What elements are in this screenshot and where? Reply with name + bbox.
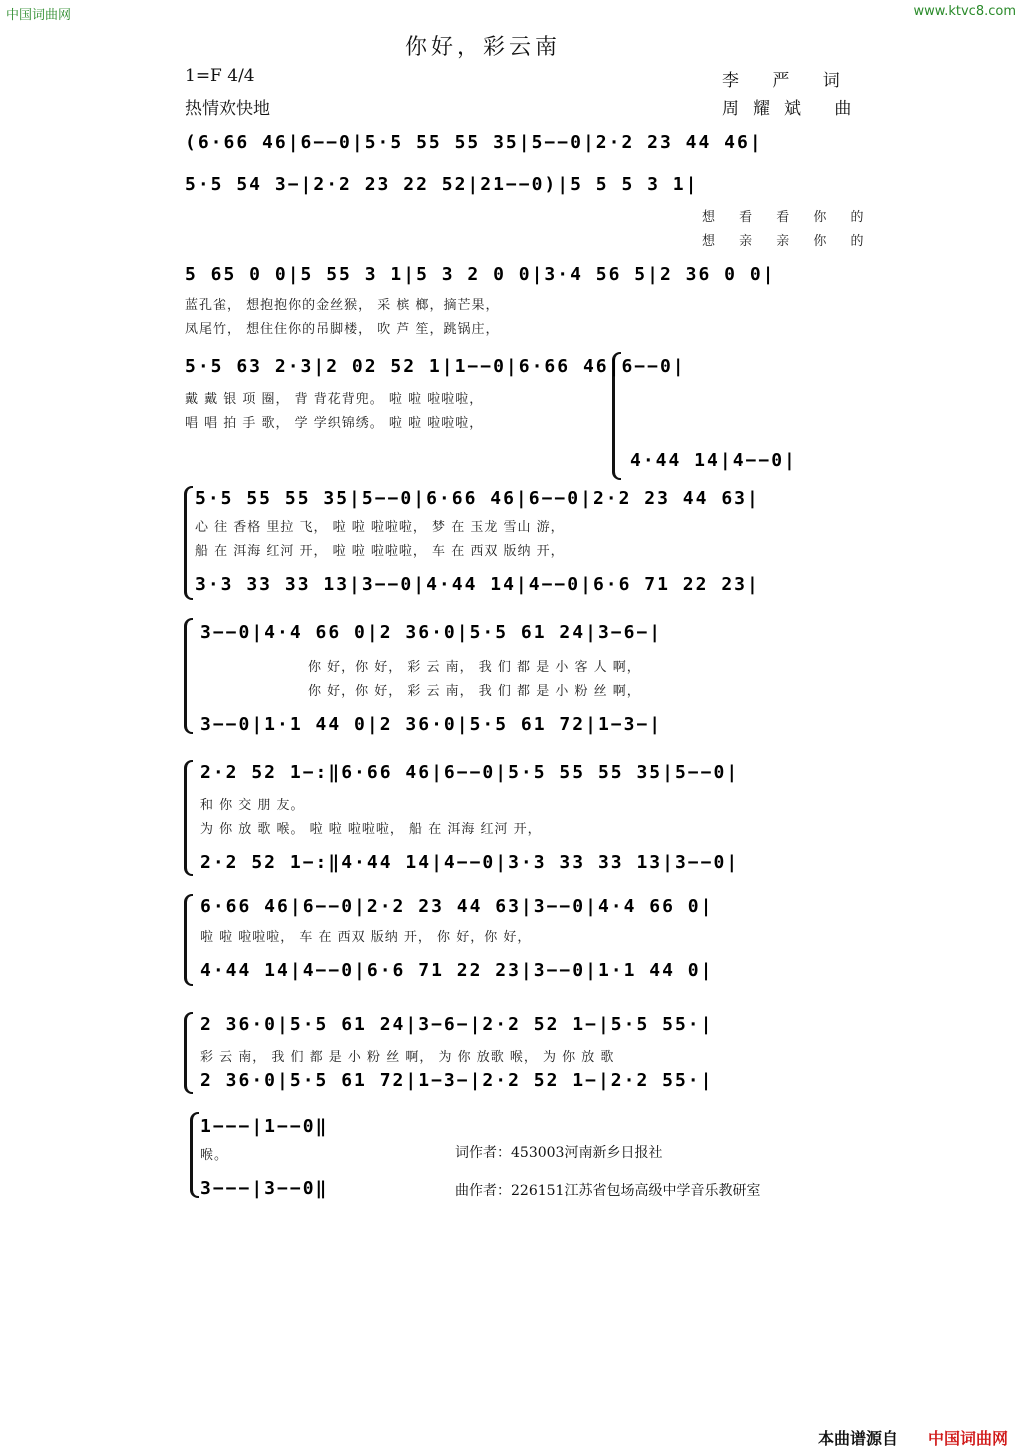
notation-line: 6·66 46|6−−0|2·2 23 44 63|3−−0|4·4 66 0| bbox=[200, 896, 714, 917]
notation-line: (6·66 46|6−−0|5·5 55 55 35|5−−0|2·2 23 44 46| bbox=[185, 132, 763, 153]
notation-line: 5·5 63 2·3|2 02 52 1|1−−0|6·66 46|6−−0| bbox=[185, 356, 686, 377]
watermark-left[interactable]: 中国词曲网 bbox=[6, 8, 72, 23]
notation-line: 2 36·0|5·5 61 24|3−6−|2·2 52 1−|5·5 55·| bbox=[200, 1014, 714, 1035]
composer-credit: 周耀斌 曲 bbox=[722, 99, 866, 119]
lyric-verse-1: 和 你 交 朋 友。 bbox=[200, 798, 305, 813]
notation-lower-part: 4·44 14|4−−0| bbox=[630, 450, 797, 471]
notation-line: 5 65 0 0|5 55 3 1|5 3 2 0 0|3·4 56 5|2 36 0 0| bbox=[185, 264, 776, 285]
lyric-verse-2: 凤尾竹， 想住住你的吊脚楼， 吹 芦 笙，跳锅庄， bbox=[185, 322, 500, 337]
notation-line: 2·2 52 1−:‖6·66 46|6−−0|5·5 55 55 35|5−−0| bbox=[200, 762, 740, 783]
notation-line: 3−−0|4·4 66 0|2 36·0|5·5 61 24|3−6−| bbox=[200, 622, 663, 643]
notation-line: 1−−−|1−−0‖ bbox=[200, 1116, 329, 1137]
system-brace bbox=[184, 760, 193, 876]
lyric-verse-1: 戴 戴 银 项 圈， 背 背花背兜。 啦 啦 啦啦啦， bbox=[185, 392, 484, 407]
watermark-right[interactable]: www.ktvc8.com bbox=[913, 4, 1016, 19]
notation-line: 5·5 54 3−|2·2 23 22 52|21−−0)|5 5 5 3 1| bbox=[185, 174, 699, 195]
lyric-verse-1: 想 看 看 你 的 bbox=[702, 210, 874, 225]
notation-line: 5·5 55 55 35|5−−0|6·66 46|6−−0|2·2 23 44 63| bbox=[195, 488, 760, 509]
notation-lower-part: 3·3 33 33 13|3−−0|4·44 14|4−−0|6·6 71 22 23| bbox=[195, 574, 760, 595]
song-title: 你好，彩云南 bbox=[405, 35, 562, 60]
lyric-verse-1: 啦 啦 啦啦啦， 车 在 西双 版纳 开， 你 好，你 好， bbox=[200, 930, 532, 945]
lyric-verse-1: 彩 云 南， 我 们 都 是 小 粉 丝 啊， 为 你 放歌 喉， 为 你 放 歌 bbox=[200, 1050, 615, 1065]
notation-lower-part: 2·2 52 1−:‖4·44 14|4−−0|3·3 33 33 13|3−−0| bbox=[200, 852, 740, 873]
system-brace bbox=[184, 894, 193, 986]
lyric-verse-2: 船 在 洱海 红河 开， 啦 啦 啦啦啦， 车 在 西双 版纳 开， bbox=[195, 544, 565, 559]
lyricist-credit: 李 严 词 bbox=[722, 71, 854, 91]
lyric-verse-1: 心 往 香格 里拉 飞， 啦 啦 啦啦啦， 梦 在 玉龙 雪山 游， bbox=[195, 520, 565, 535]
notation-lower-part: 2 36·0|5·5 61 72|1−3−|2·2 52 1−|2·2 55·| bbox=[200, 1070, 714, 1091]
composer-address: 曲作者：226151江苏省包场高级中学音乐教研室 bbox=[455, 1183, 761, 1199]
lyric-verse-2: 你 好，你 好， 彩 云 南， 我 们 都 是 小 粉 丝 啊， bbox=[308, 684, 641, 699]
lyric-verse-2: 想 亲 亲 你 的 bbox=[702, 234, 874, 249]
key-signature: 1=F 4/4 bbox=[185, 66, 255, 86]
lyric-verse-2: 唱 唱 拍 手 歌， 学 学织锦绣。 啦 啦 啦啦啦， bbox=[185, 416, 484, 431]
system-brace bbox=[184, 618, 193, 734]
system-brace bbox=[184, 486, 193, 600]
lyric-verse-1: 喉。 bbox=[200, 1148, 229, 1163]
lyric-verse-1: 蓝孔雀， 想抱抱你的金丝猴， 采 槟 榔，摘芒果， bbox=[185, 298, 500, 313]
notation-lower-part: 4·44 14|4−−0|6·6 71 22 23|3−−0|1·1 44 0| bbox=[200, 960, 714, 981]
source-label: 本曲谱源自 bbox=[818, 1429, 899, 1448]
lyric-verse-1: 你 好，你 好， 彩 云 南， 我 们 都 是 小 客 人 啊， bbox=[308, 660, 641, 675]
notation-lower-part: 3−−0|1·1 44 0|2 36·0|5·5 61 72|1−3−| bbox=[200, 714, 663, 735]
system-brace bbox=[190, 1112, 199, 1198]
source-site-link[interactable]: 中国词曲网 bbox=[928, 1429, 1009, 1448]
system-brace bbox=[184, 1012, 193, 1094]
notation-lower-part: 3−−−|3−−0‖ bbox=[200, 1178, 329, 1199]
tempo-marking: 热情欢快地 bbox=[185, 99, 270, 119]
lyricist-address: 词作者：453003河南新乡日报社 bbox=[455, 1145, 663, 1161]
lyric-verse-2: 为 你 放 歌 喉。 啦 啦 啦啦啦， 船 在 洱海 红河 开， bbox=[200, 822, 542, 837]
